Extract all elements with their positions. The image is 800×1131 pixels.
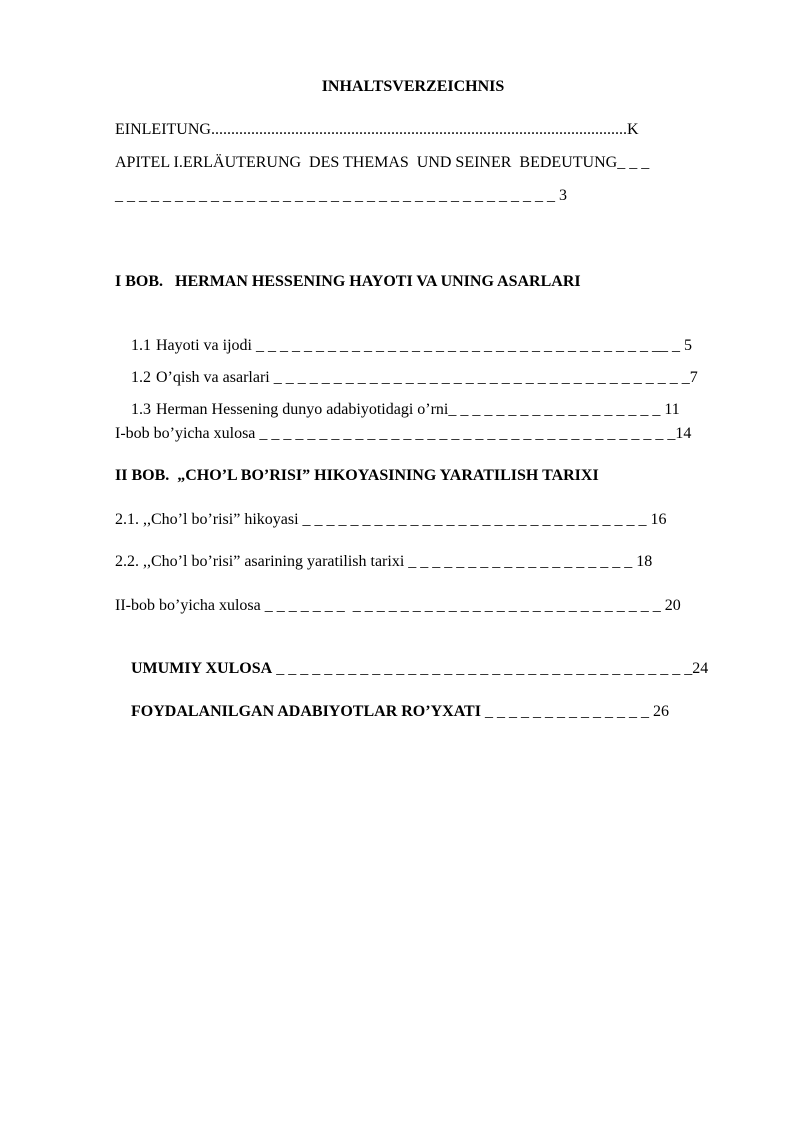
chapter-1-heading: I BOB. HERMAN HESSENING HAYOTI VA UNING ASARLARI	[115, 273, 581, 290]
chapter-1-summary: I-bob bo’yicha xulosa _ _ _ _ _ _ _ _ _ _ _ _ _ _ _ _ _ _ _ _ _ _ _ _ _ _ _ _ _ _ _ _ _ _ _14	[115, 425, 692, 442]
toc-entry-text: Hayoti va ijodi _ _ _ _ _ _ _ _ _ _ _ _ _ _ _ _ _ _ _ _ _ _ _ _ _ _ _ _ _ _ _ _ _ __ _ 5	[156, 337, 692, 354]
toc-entry-2-2: 2.2. ,,Cho’l bo’risi” asarining yaratilish tarixi _ _ _ _ _ _ _ _ _ _ _ _ _ _ _ _ _ _ _ 18	[115, 553, 653, 570]
toc-title: INHALTSVERZEICHNIS	[321, 78, 505, 95]
toc-entry-text: Herman Hessening dunyo adabiyotidagi o’rni_ _ _ _ _ _ _ _ _ _ _ _ _ _ _ _ _ _ 11	[156, 401, 680, 418]
toc-entry-chapter-intro-leader: _ _ _ _ _ _ _ _ _ _ _ _ _ _ _ _ _ _ _ _ _ _ _ _ _ _ _ _ _ _ _ _ _ _ _ _ _ 3	[115, 187, 567, 204]
chapter-2-summary: II-bob bo’yicha xulosa _ _ _ _ _ _ _ _ _ _ _ _ _ _ _ _ _ _ _ _ _ _ _ _ _ _ _ _ _ _ _ _ _ 20	[115, 597, 681, 614]
toc-entry-number: 1.2	[131, 369, 151, 386]
toc-entry-chapter-intro: APITEL I.ERLÄUTERUNG DES THEMAS UND SEINER BEDEUTUNG_ _ _	[115, 154, 650, 171]
toc-entry-number: 1.1	[131, 337, 151, 354]
chapter-2-heading: II BOB. „CHO’L BO’RISI” HIKOYASINING YARATILISH TARIXI	[115, 467, 599, 484]
toc-entry-2-1: 2.1. ,,Cho’l bo’risi” hikoyasi _ _ _ _ _ _ _ _ _ _ _ _ _ _ _ _ _ _ _ _ _ _ _ _ _ _ _ _ _ 16	[115, 511, 667, 528]
toc-entry-number: 1.3	[131, 401, 151, 418]
toc-entry-references	[115, 682, 669, 742]
references-label: FOYDALANILGAN ADABIYOTLAR RO’YXATI	[131, 703, 481, 720]
references-leader: _ _ _ _ _ _ _ _ _ _ _ _ _ _ 26	[480, 703, 669, 720]
toc-entry-introduction: EINLEITUNG........................................................................................................K	[115, 121, 639, 138]
conclusion-leader: _ _ _ _ _ _ _ _ _ _ _ _ _ _ _ _ _ _ _ _ _ _ _ _ _ _ _ _ _ _ _ _ _ _ _24	[272, 660, 709, 677]
toc-entry-text: O’qish va asarlari _ _ _ _ _ _ _ _ _ _ _ _ _ _ _ _ _ _ _ _ _ _ _ _ _ _ _ _ _ _ _ _ _ _ _7	[156, 369, 698, 386]
conclusion-label: UMUMIY XULOSA	[131, 660, 273, 677]
